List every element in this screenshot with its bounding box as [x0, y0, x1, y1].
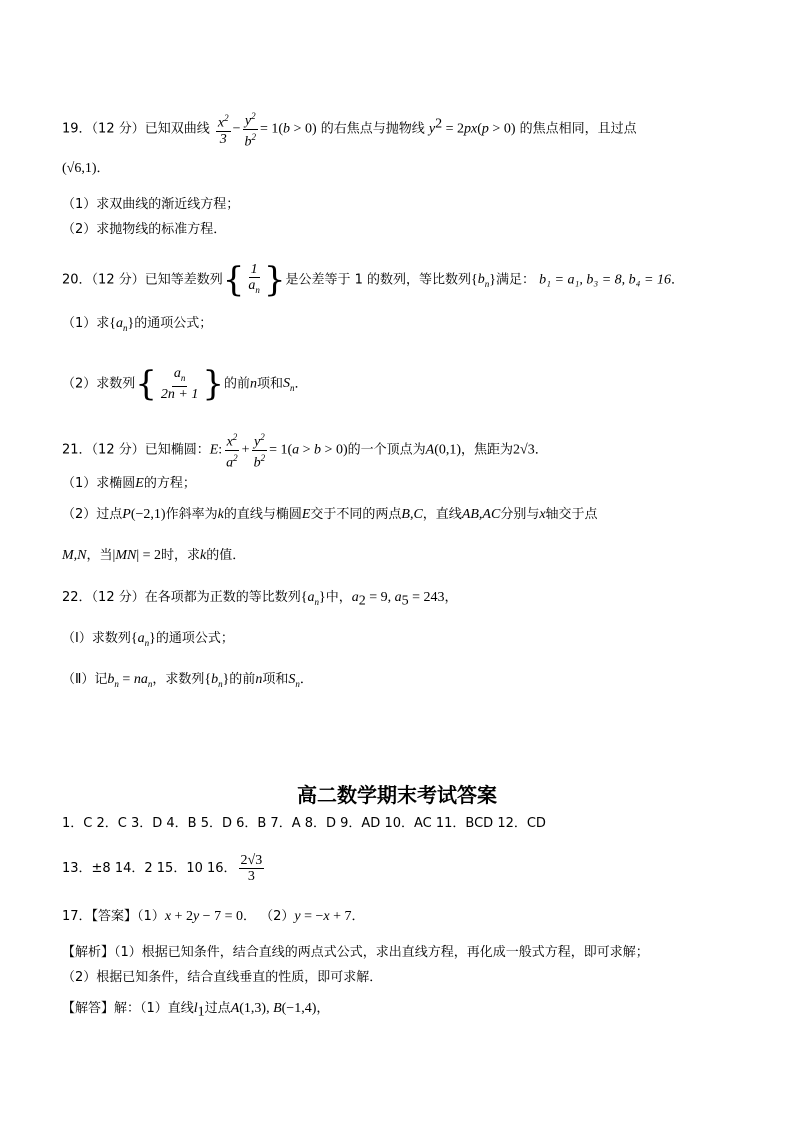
- q21-p2a: （2）过点: [62, 507, 123, 522]
- q20-p2c: 项和: [257, 376, 284, 392]
- q22-p1a: （Ⅰ）求数列: [62, 631, 131, 646]
- q21-end: ．: [534, 442, 548, 458]
- q21-p2g: 轴交于点: [545, 507, 598, 522]
- q20-p2d: ．: [294, 376, 308, 392]
- answers-row2: [62, 853, 266, 884]
- q21-mid2: ，焦距为: [461, 442, 514, 458]
- q17-answer: 17．【答案】（1）x + 2y − 7 = 0． （2）y = −x + 7．: [62, 909, 365, 924]
- ellipse-y-frac: $\frac{y^2}{b^2}$: [253, 432, 266, 471]
- q19-line2: [62, 160, 110, 178]
- q22-p2e: ．: [299, 672, 313, 687]
- sol-a: 【解答】解：（1）直线: [62, 1001, 194, 1016]
- q20-head: 20．（12 分）已知等差数列: [62, 272, 223, 288]
- q20-part2: （2）求数列{ $\frac{a_n}{2n + 1}$ }的前n项和$S_n$．: [62, 363, 308, 404]
- q19-part1: （1）求双曲线的渐近线方程；: [62, 197, 240, 212]
- q17c: ．: [351, 909, 365, 924]
- q19-mid1: 的右焦点与抛物线: [320, 121, 425, 137]
- q21-head: 21．（12 分）已知椭圆：: [62, 442, 210, 458]
- q21-p3c: 的值．: [206, 548, 246, 563]
- hyperbola-y-frac: $\frac{y^2}{b^2}$: [244, 111, 256, 150]
- q20-part1: （1）求$\{a_n\}$的通项公式；: [62, 316, 213, 333]
- q21-p2f: 分别与: [500, 507, 540, 522]
- q21-p2c: 的直线与椭圆: [223, 507, 302, 522]
- q21-mid: 的一个顶点为: [347, 442, 426, 458]
- q21-part2-cont: M,N，当|MN| = 2时，求k的值．: [62, 548, 246, 563]
- q22-p2c: 的前: [229, 672, 256, 687]
- q20-line1: 20．（12 分）已知等差数列{ $\frac{1}{a_n}$ }是公差等于 1 的数列，等比数列$\{b_n\}$满足： b₁ = a₁, b₃ = 8, b₄ = 16．: [62, 259, 684, 300]
- q22-head: 22．（12 分）在各项都为正数的等比数列: [62, 590, 301, 605]
- sol-c: ，: [316, 1001, 330, 1016]
- q21-p2e: ，直线: [422, 507, 462, 522]
- q22-mid: 中，: [325, 590, 352, 605]
- sol-b: 过点: [204, 1001, 231, 1016]
- q19-head: 19．（12 分）已知双曲线: [62, 121, 210, 137]
- q20-end: ．: [670, 272, 684, 288]
- solution-line: 【解答】解：（1）直线$l_1$过点A(1,3), B(−1,4)，: [62, 1001, 330, 1020]
- q21-line1: 21．（12 分）已知椭圆：E: $\frac{x^2}{a^2}$ + $\frac{y^2}{b^2}$ = 1(a > b > 0)的一个顶点为A(0,1)，焦距为2√3．: [62, 432, 548, 471]
- answers-title: 高二数学期末考试答案: [297, 783, 497, 807]
- q22-part1: （Ⅰ）求数列$\{a_n\}$的通项公式；: [62, 631, 234, 648]
- q19-end: ．: [96, 161, 110, 176]
- q20-eqs: b₁ = a₁, b₃ = 8, b₄ = 16: [539, 272, 671, 288]
- q19-part2: （2）求抛物线的标准方程．: [62, 222, 227, 237]
- answer16-frac: $\frac{2√3}{3}$: [240, 853, 263, 884]
- q21-p3a: ，当: [86, 548, 113, 563]
- an-over-2n1-frac: $\frac{a_n}{2n + 1}$: [160, 366, 199, 402]
- q22-p2d: 项和: [262, 672, 289, 687]
- analysis-line1: 【解析】（1）根据已知条件，结合直线的两点式公式，求出直线方程，再化成一般式方程，即可求解；: [62, 945, 649, 960]
- answers-row2a: 13．±8 14．2 15．10 16．: [62, 861, 237, 876]
- q21-part2: （2）过点P(−2,1)作斜率为k的直线与椭圆E交于不同的两点B,C，直线AB,AC分别与x轴交于点: [62, 507, 598, 522]
- hyperbola-x-frac: $\frac{x^2}{3}$: [217, 113, 229, 147]
- ellipse-x-frac: $\frac{x^2}{a^2}$: [226, 432, 238, 471]
- answers-row1: 1．C 2．C 3．D 4．B 5．D 6．B 7．A 8．D 9．AD 10．AC 11．BCD 12．CD: [62, 816, 546, 831]
- analysis-line2: （2）根据已知条件，结合直线垂直的性质，即可求解．: [62, 970, 383, 985]
- q20-p1b: 的通项公式；: [134, 316, 213, 331]
- q22-line1: 22．（12 分）在各项都为正数的等比数列$\{a_n\}$中，$a_2 = 9$, $a_5 = 243$，: [62, 590, 458, 609]
- q22-p2a: （Ⅱ）记: [62, 672, 108, 687]
- q19-mid2: 的焦点相同，且过点: [519, 121, 637, 137]
- q21-p2d: 交于不同的两点: [310, 507, 402, 522]
- q22-p2b: ，求数列: [152, 672, 205, 687]
- q19-line1: 19．（12 分）已知双曲线 $\frac{x^2}{3}$ − $\frac{y^2}{b^2}$ = 1(b > 0) 的右焦点与抛物线 $y^2 = 2px(p > 0)$ 的焦点相同，且过点: [62, 111, 637, 150]
- q20-cond: 满足：: [496, 272, 536, 288]
- q21-part1: （1）求椭圆E的方程；: [62, 476, 196, 491]
- q21-p3b: 时，求: [161, 548, 201, 563]
- q22-part2: （Ⅱ）记$b_n = na_n$，求数列$\{b_n\}$的前n项和$S_n$．: [62, 672, 313, 689]
- q20-p2a: （2）求数列: [62, 376, 136, 392]
- q20-p2b: 的前: [224, 376, 251, 392]
- q21-p1: （1）求椭圆: [62, 476, 136, 491]
- q17b: ． （2）: [242, 909, 295, 924]
- q19-point: (√6,1): [62, 161, 97, 176]
- q17a: 17．【答案】（1）: [62, 909, 165, 924]
- reciprocal-frac: $\frac{1}{a_n}$: [248, 262, 260, 295]
- q20-p1a: （1）求: [62, 316, 110, 331]
- q20-mid: 是公差等于 1 的数列，等比数列: [285, 272, 472, 288]
- q21-p2b: 作斜率为: [165, 507, 218, 522]
- q22-p1b: 的通项公式；: [155, 631, 234, 646]
- q21-p1b: 的方程；: [143, 476, 196, 491]
